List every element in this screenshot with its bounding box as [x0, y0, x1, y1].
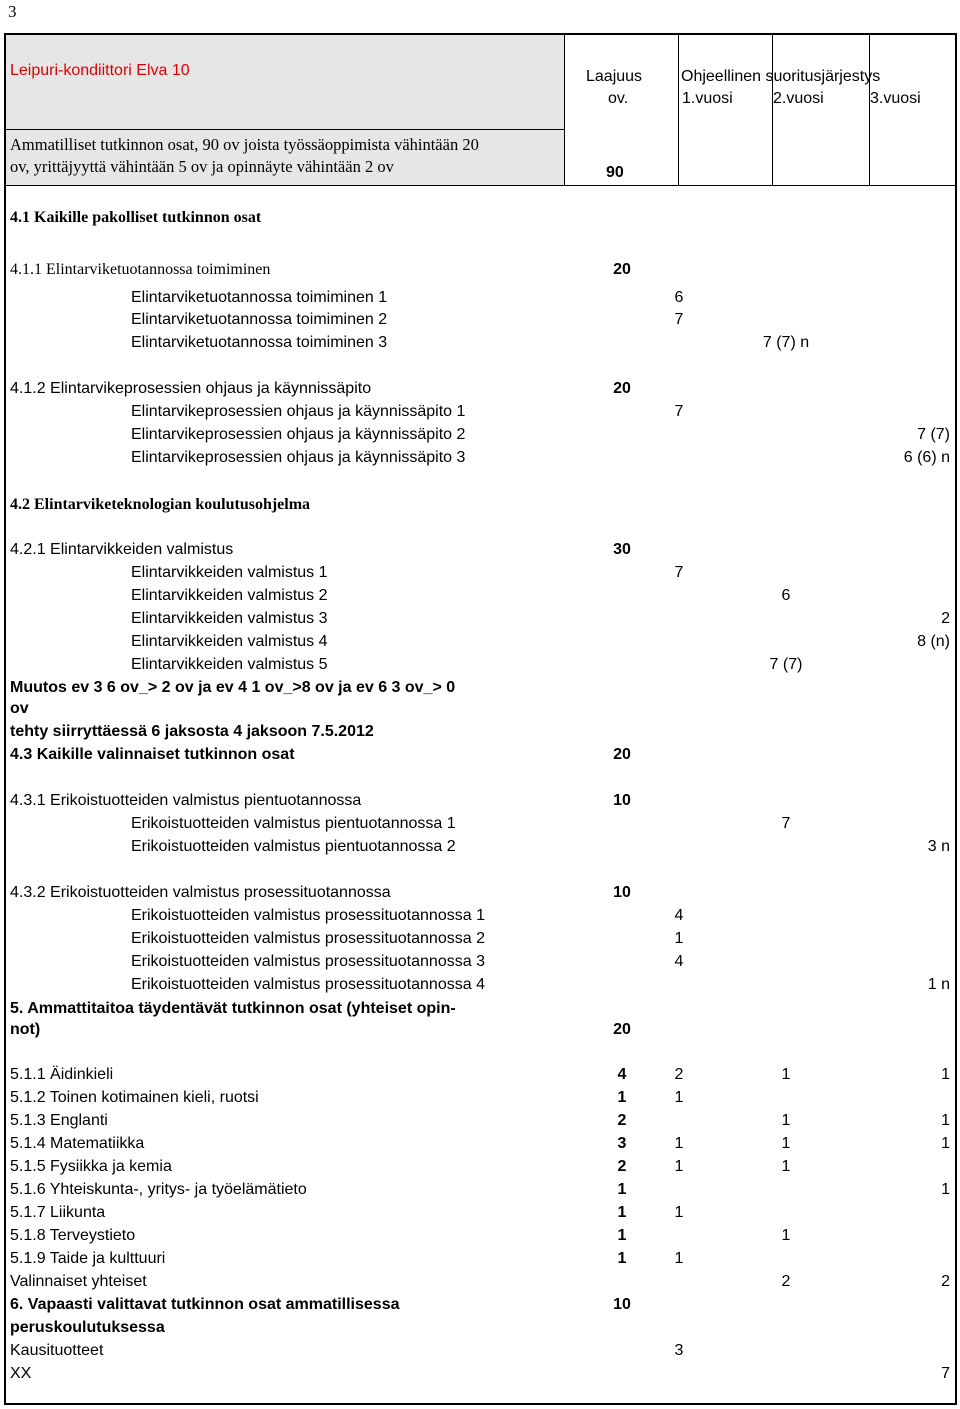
row-label: Valinnaiset yhteiset [10, 1273, 147, 1290]
row-label: 5. Ammattitaitoa täydentävät tutkinnon osat (yhteiset opin- [10, 1000, 456, 1017]
divider-year1 [678, 35, 679, 185]
row-label: 4.1.1 Elintarviketuotannossa toimiminen [10, 261, 271, 278]
header-background [6, 35, 564, 129]
row-label: 4.1 Kaikille pakolliset tutkinnon osat [10, 209, 262, 226]
year-1-cell: 1 [674, 930, 684, 947]
summary-line-2: ov, yrittäjyyttä vähintään 5 ov ja opinnäyte vähintään 2 ov [10, 157, 394, 176]
row-label: 4.3.2 Erikoistuotteiden valmistus prosessituotannossa [10, 884, 391, 901]
divider-year2 [772, 35, 773, 185]
row-label: 4.2.1 Elintarvikkeiden valmistus [10, 541, 234, 558]
row-label: 5.1.4 Matematiikka [10, 1135, 145, 1152]
year-2-cell: 1 [781, 1227, 791, 1244]
year-3-cell: 7 (7) [917, 426, 950, 443]
year-1-cell: 6 [674, 289, 684, 306]
year-1-cell: 4 [674, 953, 684, 970]
year-3-cell: 1 [941, 1181, 950, 1198]
year-1-cell: 7 [674, 564, 684, 581]
laajuus-label: Laajuus [586, 68, 643, 85]
year-2-cell: 1 [781, 1066, 791, 1083]
row-label: peruskoulutuksessa [10, 1319, 165, 1336]
row-label: Erikoistuotteiden valmistus prosessituotannossa 3 [131, 953, 485, 970]
year-2-cell: 7 (7) n [762, 334, 810, 351]
row-label: 5.1.6 Yhteiskunta-, yritys- ja työelämätieto [10, 1181, 307, 1198]
row-label: Erikoistuotteiden valmistus prosessituotannossa 4 [131, 976, 485, 993]
year-2-cell: 1 [781, 1158, 791, 1175]
row-label: Elintarvikeprosessien ohjaus ja käynnissäpito 2 [131, 426, 466, 443]
row-label: Erikoistuotteiden valmistus pientuotannossa 1 [131, 815, 456, 832]
row-label: 5.1.5 Fysiikka ja kemia [10, 1158, 172, 1175]
year-1-cell: 4 [674, 907, 684, 924]
year-3-cell: 6 (6) n [903, 449, 950, 466]
year-1-cell: 3 [674, 1342, 684, 1359]
row-label: Elintarviketuotannossa toimiminen 3 [131, 334, 388, 351]
row-label: Erikoistuotteiden valmistus prosessituotannossa 2 [131, 930, 485, 947]
row-label: 4.3 Kaikille valinnaiset tutkinnon osat [10, 746, 295, 763]
year-3-cell: 8 (n) [917, 633, 950, 650]
year-1-cell: 1 [674, 1250, 684, 1267]
year-2-cell: 2 [781, 1273, 791, 1290]
year-3-cell: 3 n [927, 838, 950, 855]
year-1-cell: 1 [674, 1089, 684, 1106]
row-label: 4.2 Elintarviketeknologian koulutusohjelma [10, 496, 311, 513]
year-3-cell: 1 [941, 1112, 950, 1129]
row-label: Erikoistuotteiden valmistus pientuotannossa 2 [131, 838, 456, 855]
row-label: Elintarvikkeiden valmistus 1 [131, 564, 328, 581]
year-3-cell: 2 [941, 610, 950, 627]
order-label: Ohjeellinen suoritusjärjestys [681, 68, 881, 85]
row-label: 5.1.7 Liikunta [10, 1204, 106, 1221]
ov-cell: 4 [617, 1066, 627, 1083]
table-title: Leipuri-kondiittori Elva 10 [10, 62, 190, 79]
summary-line-1: Ammatilliset tutkinnon osat, 90 ov joista työssäoppimista vähintään 20 [10, 135, 479, 154]
ov-cell: 1 [617, 1204, 627, 1221]
divider-header-bottom [6, 185, 955, 186]
year-1-cell: 1 [674, 1158, 684, 1175]
year-3-cell: 7 [941, 1365, 950, 1382]
row-label: Elintarviketuotannossa toimiminen 2 [131, 311, 388, 328]
year-1-cell: 7 [674, 403, 684, 420]
ov-label: ov. [608, 90, 629, 107]
ov-cell: 30 [613, 541, 631, 558]
ov-cell: 1 [617, 1227, 627, 1244]
year-1-cell: 7 [674, 311, 684, 328]
ov-cell: 2 [617, 1158, 627, 1175]
row-label: 5.1.9 Taide ja kulttuuri [10, 1250, 166, 1267]
year-3-cell: 1 [941, 1135, 950, 1152]
ov-cell: 1 [617, 1181, 627, 1198]
ov-cell: 10 [613, 792, 631, 809]
year-3-cell: 1 n [927, 976, 950, 993]
year-2-cell: 1 [781, 1135, 791, 1152]
curriculum-table [4, 33, 957, 1405]
year-1-cell: 1 [674, 1204, 684, 1221]
row-label: Erikoistuotteiden valmistus prosessituotannossa 1 [131, 907, 485, 924]
year-1-cell: 2 [674, 1066, 684, 1083]
row-label: Muutos ev 3 6 ov_> 2 ov ja ev 4 1 ov_>8 ov ja ev 6 3 ov_> 0 [10, 679, 456, 696]
row-label: Elintarvikkeiden valmistus 5 [131, 656, 328, 673]
divider-year3 [869, 35, 870, 185]
ov-cell: 10 [613, 1296, 631, 1313]
year-3-cell: 1 [941, 1066, 950, 1083]
row-label: not) [10, 1021, 41, 1038]
ov-cell: 20 [613, 261, 631, 278]
year-3-label: 3.vuosi [870, 90, 921, 107]
row-label: 5.1.3 Englanti [10, 1112, 108, 1129]
year-2-cell: 7 [781, 815, 791, 832]
row-label: Kausituotteet [10, 1342, 104, 1359]
ov-cell: 20 [613, 1021, 631, 1038]
year-2-label: 2.vuosi [773, 90, 824, 107]
year-1-label: 1.vuosi [682, 90, 733, 107]
summary-total: 90 [606, 164, 624, 181]
row-label: Elintarvikeprosessien ohjaus ja käynnissäpito 3 [131, 449, 466, 466]
ov-cell: 20 [613, 746, 631, 763]
row-label: Elintarvikkeiden valmistus 4 [131, 633, 328, 650]
row-label: 5.1.1 Äidinkieli [10, 1066, 114, 1083]
row-label: 5.1.8 Terveystieto [10, 1227, 136, 1244]
row-label: 6. Vapaasti valittavat tutkinnon osat ammatillisessa [10, 1296, 400, 1313]
year-2-cell: 6 [781, 587, 791, 604]
divider-summary [6, 129, 564, 130]
ov-cell: 3 [617, 1135, 627, 1152]
row-label: Elintarvikeprosessien ohjaus ja käynnissäpito 1 [131, 403, 466, 420]
year-2-cell: 1 [781, 1112, 791, 1129]
ov-cell: 2 [617, 1112, 627, 1129]
row-label: 4.3.1 Erikoistuotteiden valmistus pientuotannossa [10, 792, 362, 809]
row-label: 5.1.2 Toinen kotimainen kieli, ruotsi [10, 1089, 259, 1106]
page-number: 3 [8, 2, 17, 21]
year-3-cell: 2 [941, 1273, 950, 1290]
row-label: Elintarviketuotannossa toimiminen 1 [131, 289, 388, 306]
ov-cell: 1 [617, 1250, 627, 1267]
ov-cell: 20 [613, 380, 631, 397]
year-2-cell: 7 (7) [769, 656, 803, 673]
ov-cell: 1 [617, 1089, 627, 1106]
row-label: tehty siirryttäessä 6 jaksosta 4 jaksoon 7.5.2012 [10, 723, 374, 740]
row-label: XX [10, 1365, 32, 1382]
ov-cell: 10 [613, 884, 631, 901]
year-1-cell: 1 [674, 1135, 684, 1152]
row-label: ov [10, 700, 29, 717]
row-label: 4.1.2 Elintarvikeprosessien ohjaus ja käynnissäpito [10, 380, 372, 397]
divider-ov [564, 35, 565, 185]
row-label: Elintarvikkeiden valmistus 2 [131, 587, 328, 604]
row-label: Elintarvikkeiden valmistus 3 [131, 610, 328, 627]
